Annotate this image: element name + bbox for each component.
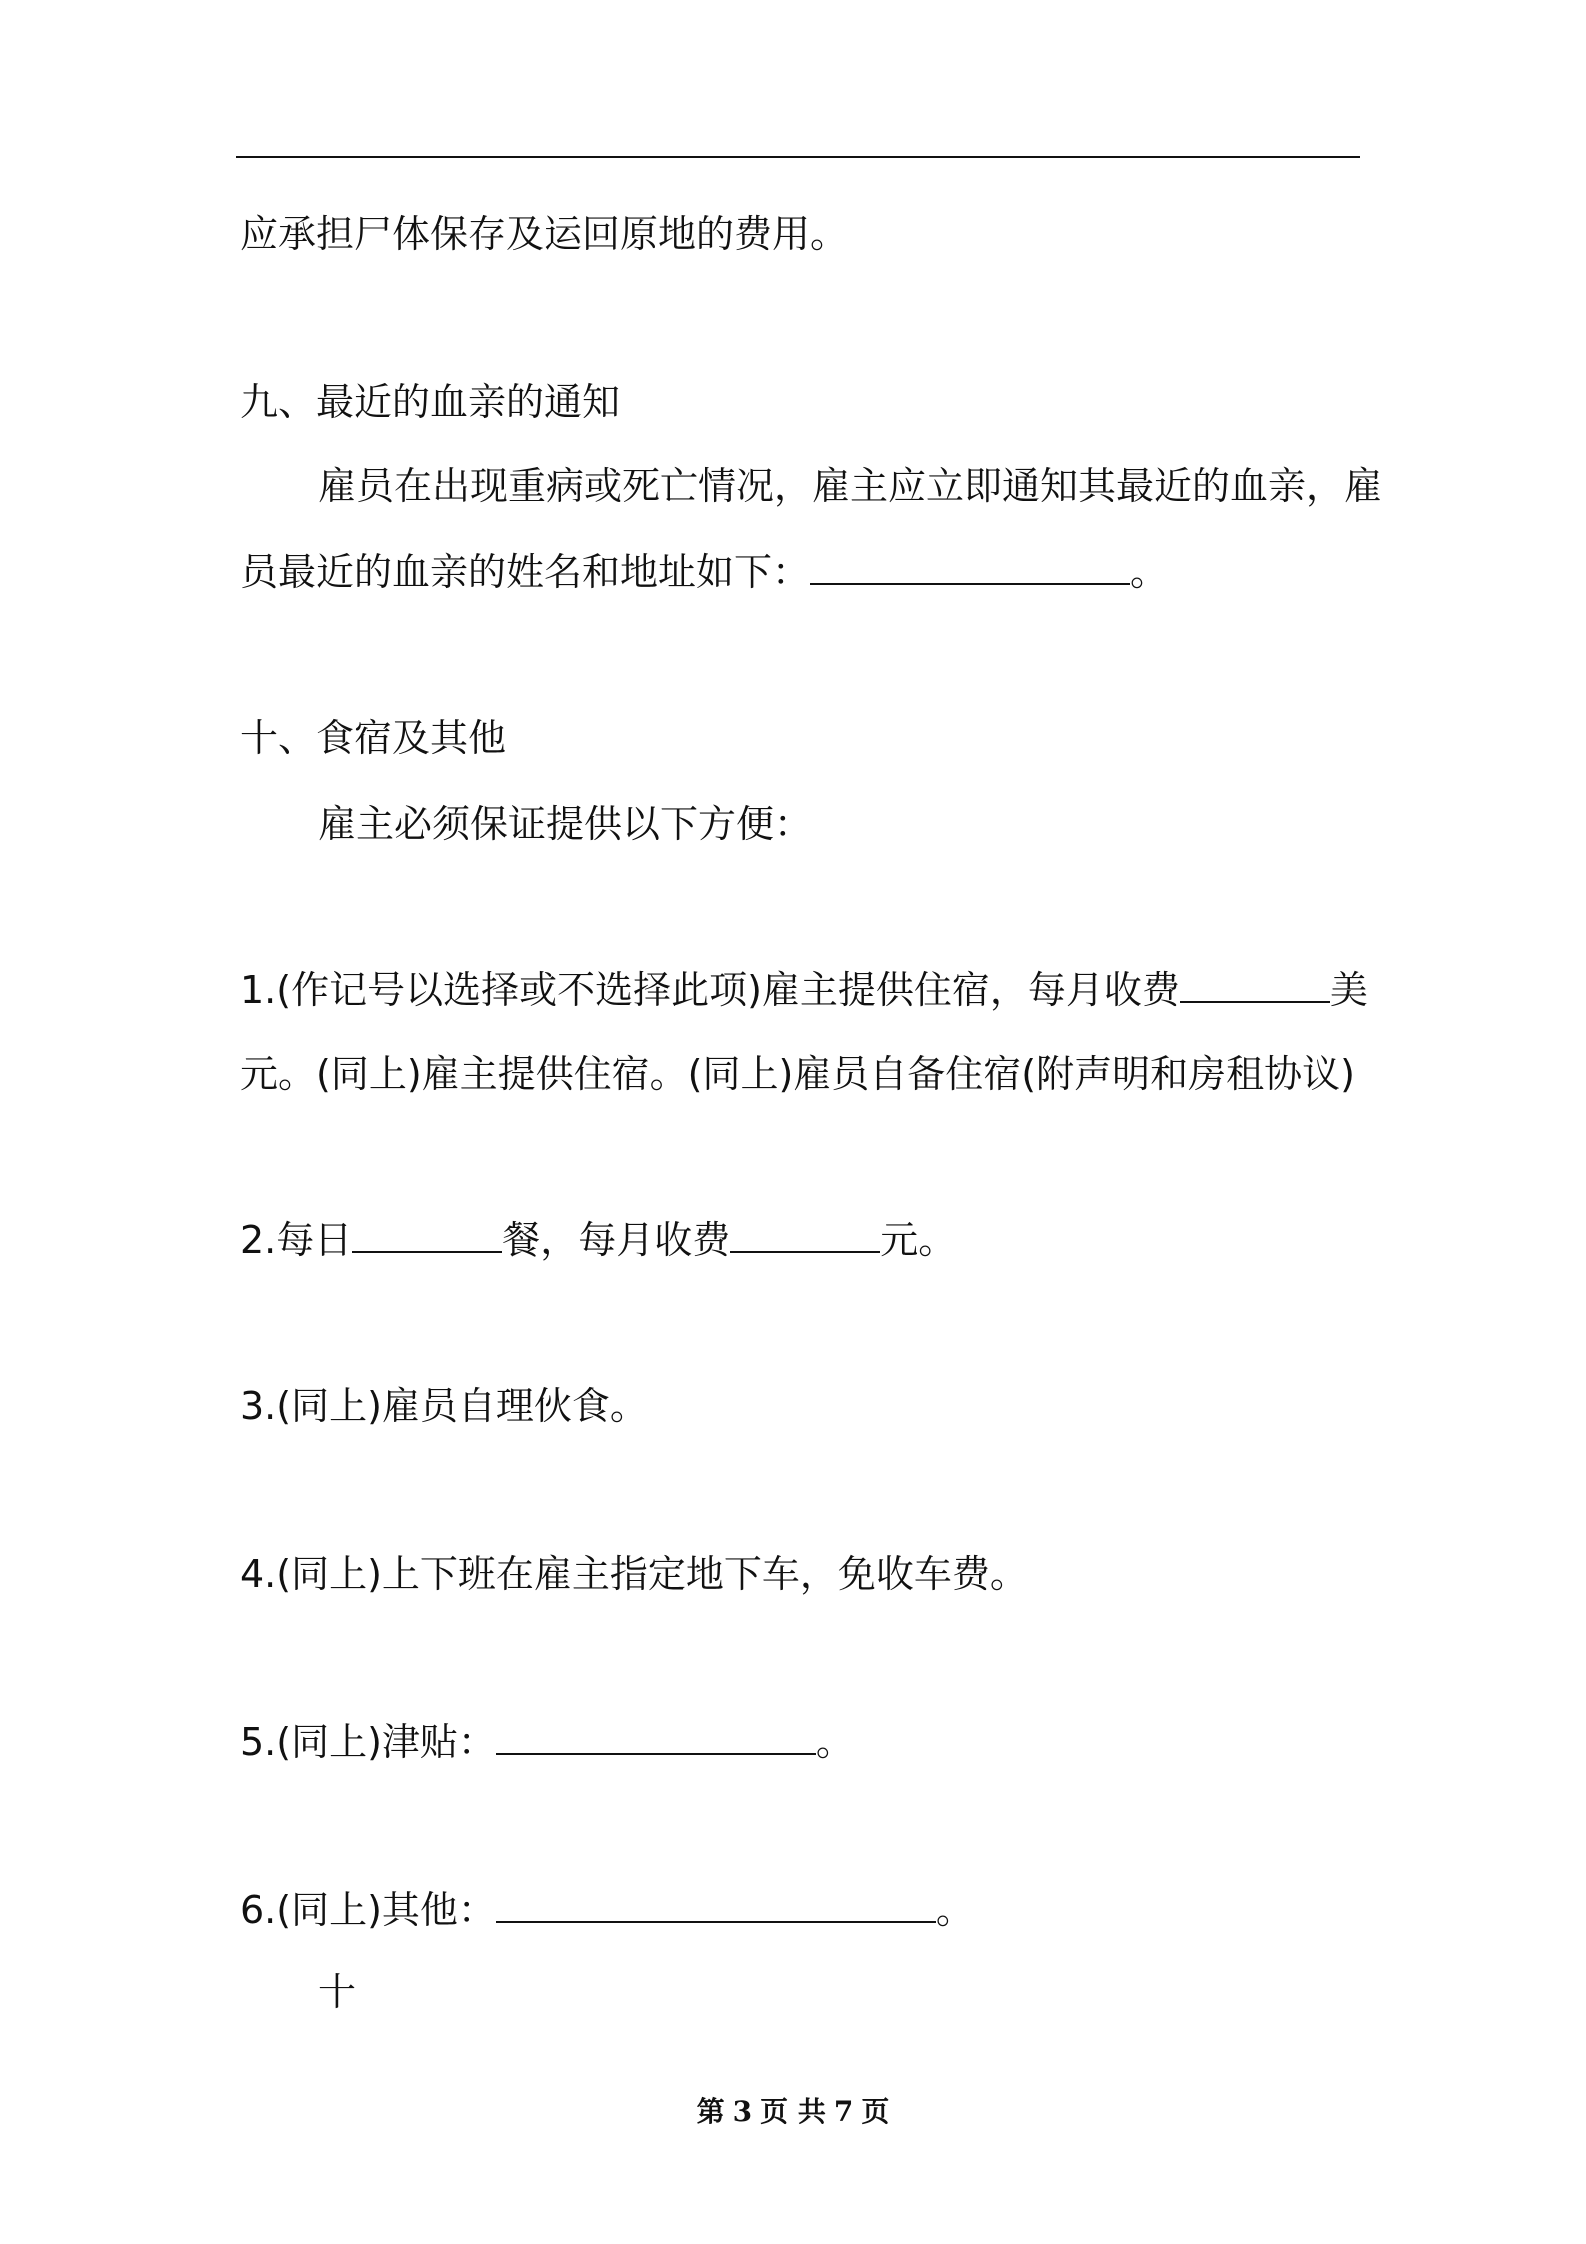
header-rule [236,156,1360,158]
other-blank [496,1887,936,1923]
footer-middle: 页 共 [760,2095,826,2128]
item-2-text-b: 餐，每月收费 [502,1218,731,1262]
meals-per-day-blank [352,1217,502,1253]
item-6 [240,1886,974,1934]
item-1-text: 1.(作记号以选择或不选择此项)雇主提供住宿，每月收费 [240,968,1180,1012]
section-10-intro: 雇主必须保证提供以下方便： [318,802,813,846]
item-2-text-c: 元。 [880,1218,957,1262]
period: 。 [815,1720,854,1764]
period: 。 [935,1888,974,1932]
section-9-paragraph-text: 员最近的血亲的姓名和地址如下： [240,550,811,594]
section-10-heading: 十、食宿及其他 [240,716,507,760]
period: 。 [1130,550,1169,594]
item-5-text: 5.(同上)津贴： [240,1720,496,1764]
footer-suffix: 页 [861,2095,890,2128]
page-number-footer [0,2094,1586,2130]
footer-prefix: 第 [696,2095,725,2128]
paragraph-continuation: 应承担尸体保存及运回原地的费用。 [240,212,849,256]
section-9-paragraph-line-1: 雇员在出现重病或死亡情况，雇主应立即通知其最近的血亲，雇 [318,464,1383,508]
item-1-line-1 [240,966,1368,1014]
allowance-blank [496,1719,816,1755]
section-9-paragraph-line-2 [240,548,1168,596]
item-2-text-a: 2.每日 [240,1218,353,1262]
item-1-line-2: 元。(同上)雇主提供住宿。(同上)雇员自备住宿(附声明和房租协议) [240,1052,1355,1096]
item-3: 3.(同上)雇员自理伙食。 [240,1384,648,1428]
item-1-unit: 美 [1329,968,1368,1012]
item-5 [240,1718,854,1766]
next-section-heading-fragment: 十 [318,1970,357,2014]
section-9-heading: 九、最近的血亲的通知 [240,380,621,424]
current-page: 3 [732,2095,753,2128]
item-6-text: 6.(同上)其他： [240,1888,496,1932]
item-4: 4.(同上)上下班在雇主指定地下车，免收车费。 [240,1552,1028,1596]
item-2 [240,1216,956,1264]
meal-fee-blank [730,1217,880,1253]
total-pages: 7 [833,2095,854,2128]
housing-fee-blank [1180,967,1330,1003]
next-of-kin-blank [810,549,1130,585]
